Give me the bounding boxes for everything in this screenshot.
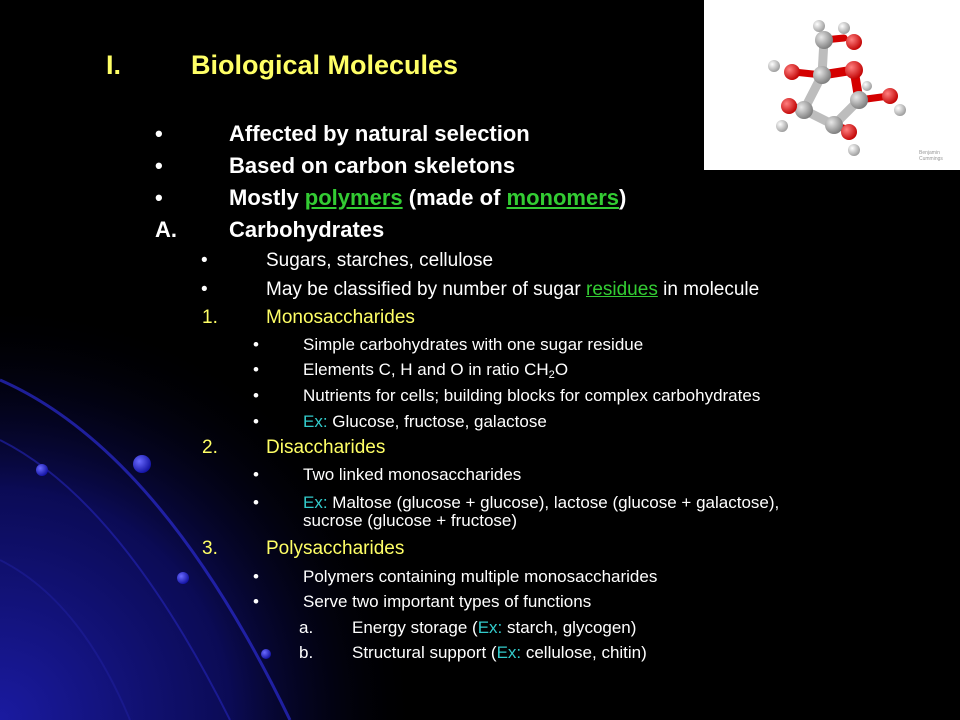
slide-title: Biological Molecules	[191, 50, 459, 80]
bullet-marker: •	[155, 185, 163, 210]
bullet-text: )	[619, 185, 627, 210]
subsection-polysaccharides: Polysaccharides	[266, 538, 405, 559]
list-item-energy-storage	[352, 618, 636, 638]
bullet-text: May be classified by number of sugar	[266, 279, 586, 300]
credit-line: Cummings	[919, 156, 943, 162]
list-item: Simple carbohydrates with one sugar residue	[303, 335, 644, 354]
list-item: Nutrients for cells; building blocks for complex carbohydrates	[303, 386, 761, 405]
example-label: Ex:	[303, 493, 328, 512]
bullet-text: (made of	[402, 185, 507, 210]
bullet-text: Mostly	[229, 185, 305, 210]
subsection-disaccharides: Disaccharides	[266, 437, 386, 458]
image-credit	[919, 150, 943, 162]
section-a-marker: A.	[155, 217, 177, 242]
title-number: I.	[106, 50, 122, 80]
example-label: Ex:	[496, 643, 522, 662]
item-text: Maltose (glucose + glucose), lactose (glucose + galactose),	[327, 493, 780, 512]
list-item: Polymers containing multiple monosaccharides	[303, 567, 658, 586]
residues-link[interactable]: residues	[586, 279, 658, 300]
list-item	[303, 412, 547, 432]
list-item: Serve two important types of functions	[303, 592, 592, 611]
example-label: Ex:	[477, 618, 503, 637]
subscript: 2	[548, 369, 555, 381]
credit-line: Benjamin	[919, 150, 940, 156]
bullet-carbon-skeletons: Based on carbon skeletons	[229, 153, 516, 178]
item-text: Energy storage (	[352, 618, 478, 637]
section-a-heading: Carbohydrates	[229, 217, 385, 242]
bullet-marker: •	[253, 592, 259, 611]
bullet-polymers	[229, 185, 626, 211]
item-text: Elements C, H and O in ratio CH	[303, 360, 549, 379]
letter-marker: b.	[299, 643, 314, 662]
molecule-model-icon	[704, 0, 960, 170]
letter-marker: a.	[299, 618, 314, 637]
bullet-marker: •	[253, 567, 259, 586]
subsection-monosaccharides: Monosaccharides	[266, 307, 415, 328]
bullet-natural-selection: Affected by natural selection	[229, 121, 530, 146]
bullet-marker: •	[253, 465, 259, 484]
item-text: Glucose, fructose, galactose	[327, 412, 547, 431]
list-item	[303, 493, 779, 513]
bullet-marker: •	[253, 360, 259, 379]
list-item-continuation: sucrose (glucose + fructose)	[303, 511, 518, 530]
bullet-marker: •	[253, 493, 259, 512]
bullet-marker: •	[201, 279, 208, 300]
item-text: starch, glycogen)	[502, 618, 637, 637]
bullet-marker: •	[155, 121, 163, 146]
bullet-marker: •	[253, 412, 259, 431]
bullet-marker: •	[253, 386, 259, 405]
subsection-1-marker: 1.	[202, 307, 218, 328]
item-text: cellulose, chitin)	[521, 643, 647, 662]
item-text: O	[554, 360, 569, 379]
bullet-sugars: Sugars, starches, cellulose	[266, 250, 494, 271]
subsection-3-marker: 3.	[202, 538, 218, 559]
list-item	[303, 360, 568, 380]
glucose-molecule-image	[704, 0, 960, 170]
subsection-2-marker: 2.	[202, 437, 218, 458]
bullet-marker: •	[201, 250, 208, 271]
list-item: Two linked monosaccharides	[303, 465, 522, 484]
bullet-classification	[266, 279, 759, 301]
bullet-text: in molecule	[657, 279, 760, 300]
list-item-structural-support	[352, 643, 647, 663]
example-label: Ex:	[303, 412, 328, 431]
item-text: Structural support (	[352, 643, 497, 662]
polymers-link[interactable]: polymers	[304, 185, 403, 210]
bullet-marker: •	[253, 335, 259, 354]
monomers-link[interactable]: monomers	[506, 185, 620, 210]
bullet-marker: •	[155, 153, 163, 178]
